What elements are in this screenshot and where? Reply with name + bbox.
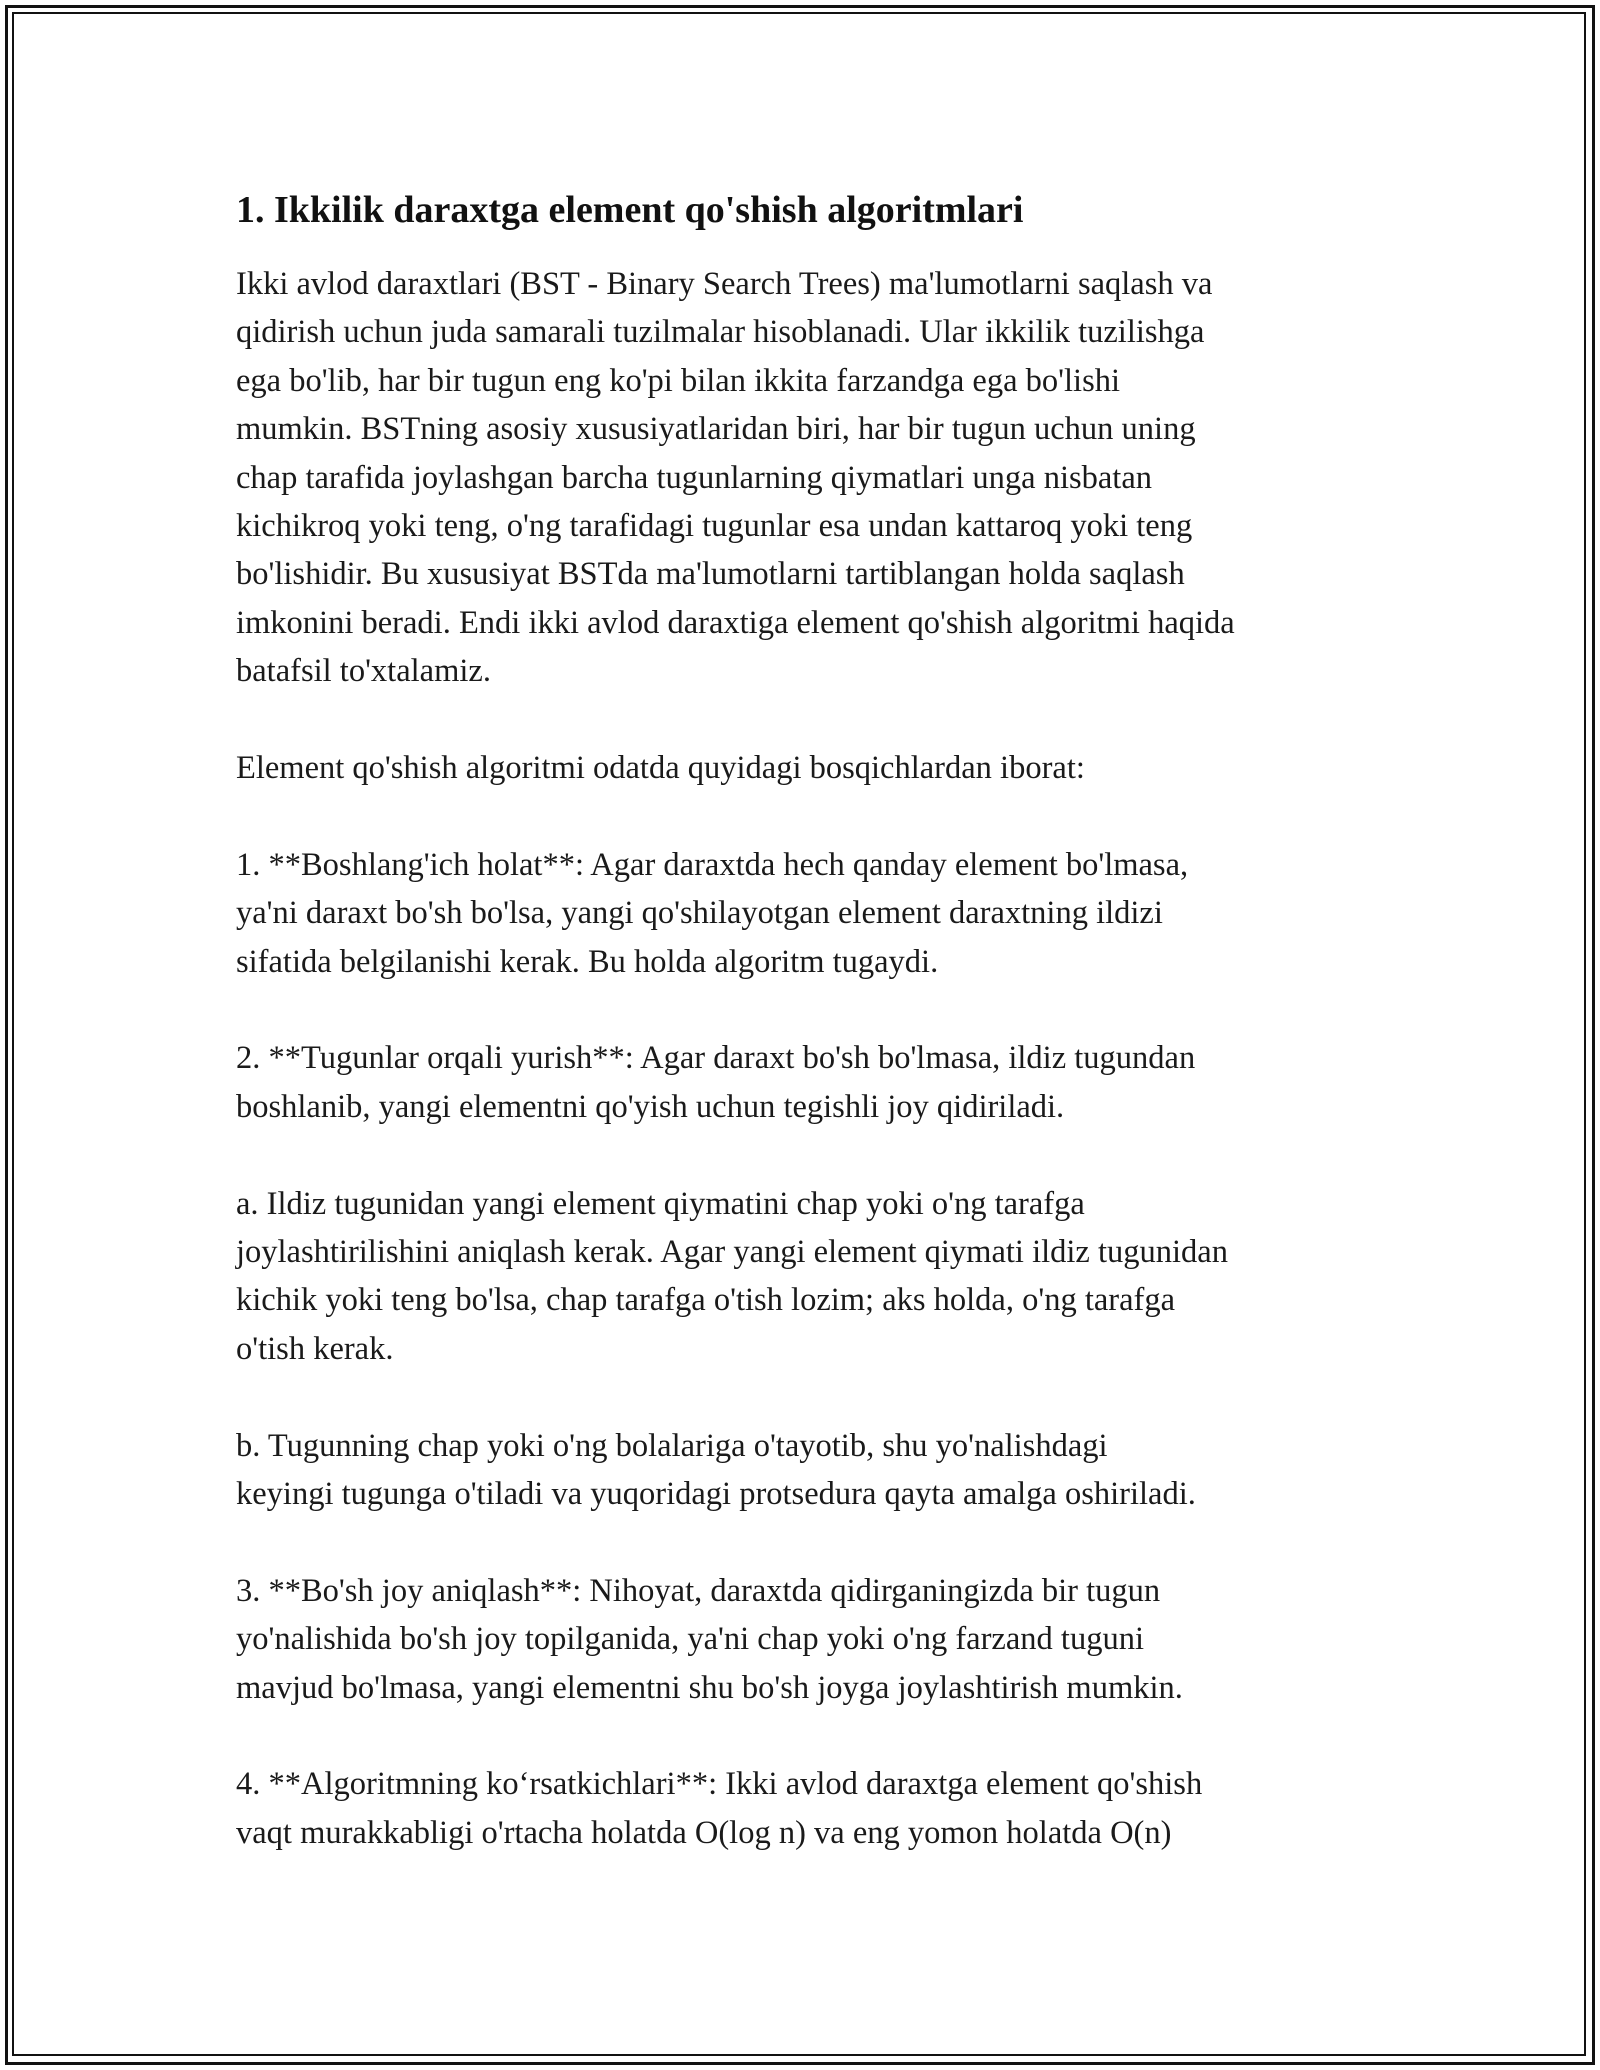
paragraph-gap xyxy=(236,696,1376,744)
section-heading: 1. Ikkilik daraxtga element qo'shish algoritmlari xyxy=(236,189,1024,231)
paragraph-gap xyxy=(236,986,1376,1034)
intro-paragraph: Ikki avlod daraxtlari (BST - Binary Search Trees) ma'lumotlarni saqlash va qidirish uchun juda samarali tuzilmalar hisoblanadi. Ular ikkilik tuzilishga ega bo'lib, har bir tugun eng ko'pi bilan ikkita farzandga ega bo'lishi mumkin. BSTning asosiy xususiyatlaridan biri, har bir tugun uchun uning chap tarafida joylashgan barcha tugunlarning qiymatlari unga nisbatan kichikroq yoki teng, o'ng tarafidagi tugunlar esa undan kattaroq yoki teng bo'lishidir. Bu xususiyat BSTda ma'lumotlarni tartiblangan holda saqlash imkonini beradi. Endi ikki avlod daraxtiga element qo'shish algoritmi haqida batafsil to'xtalamiz. xyxy=(236,266,1235,690)
paragraph-gap xyxy=(236,792,1376,840)
paragraph-gap xyxy=(236,1518,1376,1566)
paragraph-gap xyxy=(236,1712,1376,1760)
paragraph-gap xyxy=(236,1373,1376,1421)
step-2-paragraph: 2. **Tugunlar orqali yurish**: Agar daraxt bo'sh bo'lmasa, ildiz tugundan boshlanib, yangi elementni qo'yish uchun tegishli joy qidiriladi. xyxy=(236,1040,1196,1125)
paragraph-gap xyxy=(236,1131,1376,1179)
step-2b-paragraph: b. Tugunning chap yoki o'ng bolalariga o'tayotib, shu yo'nalishdagi keyingi tugunga o'tiladi va yuqoridagi protsedura qayta amalga oshiriladi. xyxy=(236,1427,1196,1513)
step-2a-paragraph: a. Ildiz tugunidan yangi element qiymatini chap yoki o'ng tarafga joylashtirilishini aniqlash kerak. Agar yangi element qiymati ildiz tugunidan kichik yoki teng bo'lsa, chap tarafga o'tish lozim; aks holda, o'ng tarafga o'tish kerak. xyxy=(236,1185,1228,1367)
step-4-paragraph: 4. **Algoritmning ko‘rsatkichlari**: Ikki avlod daraxtga element qo'shish vaqt murakkabligi o'rtacha holatda O(log n) va eng yomon holatda O(n) xyxy=(236,1766,1203,1851)
document-body xyxy=(236,186,1376,1857)
step-1-paragraph: 1. **Boshlang'ich holat**: Agar daraxtda hech qanday element bo'lmasa, ya'ni daraxt bo'sh bo'lsa, yangi qo'shilayotgan element daraxtning ildizi sifatida belgilanishi kerak. Bu holda algoritm tugaydi. xyxy=(236,846,1189,980)
steps-intro-paragraph: Element qo'shish algoritmi odatda quyidagi bosqichlardan iborat: xyxy=(236,750,1085,787)
step-3-paragraph: 3. **Bo'sh joy aniqlash**: Nihoyat, daraxtda qidirganingizda bir tugun yo'nalishida bo'sh joy topilganida, ya'ni chap yoki o'ng farzand tuguni mavjud bo'lmasa, yangi elementni shu bo'sh joyga joylashtirish mumkin. xyxy=(236,1572,1183,1706)
